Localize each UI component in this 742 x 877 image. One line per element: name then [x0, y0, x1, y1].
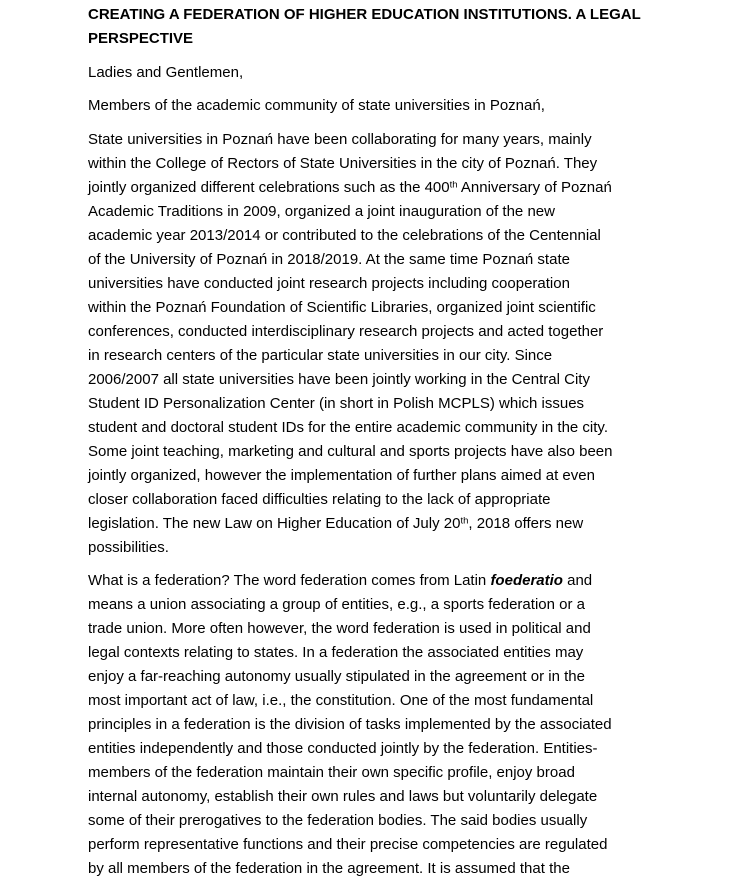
text-line — [88, 689, 688, 713]
text-line — [88, 857, 688, 877]
text-run: enjoy a far-reaching autonomy usually stipulated in the agreement or in the — [88, 668, 585, 685]
text-line — [88, 3, 688, 27]
text-line — [88, 176, 688, 200]
text-line — [88, 416, 688, 440]
text-run: Student ID Personalization Center (in short in Polish MCPLS) which issues — [88, 394, 585, 412]
text-line — [88, 488, 688, 512]
text-run: members of the federation maintain their own specific profile, enjoy broad — [88, 764, 575, 781]
paragraph-federation-definition — [88, 569, 688, 877]
text-line — [88, 368, 688, 392]
text-line — [88, 713, 688, 737]
text-line — [88, 809, 688, 833]
superscript-text-run: th — [460, 515, 469, 526]
text-line — [88, 27, 688, 51]
text-run: entities independently and those conducted jointly by the federation. Entities- — [88, 740, 598, 757]
text-line — [88, 464, 688, 488]
text-run: 2006/2007 all state universities have been jointly working in the Central City — [88, 370, 590, 388]
salutation — [88, 61, 688, 85]
text-line — [88, 320, 688, 344]
text-line — [88, 665, 688, 689]
text-line — [88, 617, 688, 641]
text-line — [88, 833, 688, 857]
text-line — [88, 593, 688, 617]
text-run: , 2018 offers new — [468, 514, 584, 532]
text-run: closer collaboration faced difficulties relating to the lack of appropriate — [88, 490, 551, 508]
text-run: conferences, conducted interdisciplinary research projects and acted together — [88, 322, 604, 340]
text-run: PERSPECTIVE — [88, 30, 194, 47]
text-run: principles in a federation is the division of tasks implemented by the associated — [88, 716, 612, 733]
text-line — [88, 224, 688, 248]
text-line — [88, 61, 688, 85]
text-run: internal autonomy, establish their own rules and laws but voluntarily delegate — [88, 788, 598, 805]
addressees — [88, 94, 688, 118]
text-run: most important act of law, i.e., the constitution. One of the most fundamental — [88, 692, 594, 709]
text-run: jointly organized different celebrations such as the 400 — [88, 178, 450, 196]
text-line — [88, 569, 688, 593]
text-run: What is a federation? The word federation comes from Latin — [88, 572, 491, 589]
text-run: and — [562, 572, 593, 589]
text-run: CREATING A FEDERATION OF HIGHER EDUCATION INSTITUTIONS. A LEGAL — [88, 6, 641, 23]
text-line — [88, 296, 688, 320]
text-run: jointly organized, however the implementation of further plans aimed at even — [88, 466, 595, 484]
document-title — [88, 3, 688, 51]
text-line — [88, 512, 688, 536]
text-line — [88, 737, 688, 761]
text-line — [88, 200, 688, 224]
text-run: foederatio — [490, 572, 563, 589]
text-run: legislation. The new Law on Higher Education of July 20 — [88, 514, 461, 532]
text-run: perform representative functions and their precise competencies are regulated — [88, 836, 608, 853]
text-run: Ladies and Gentlemen, — [88, 63, 244, 81]
text-run: legal contexts relating to states. In a federation the associated entities may — [88, 644, 584, 661]
text-line — [88, 785, 688, 809]
text-line — [88, 392, 688, 416]
text-run: student and doctoral student IDs for the entire academic community in the city. — [88, 418, 608, 436]
text-line — [88, 94, 688, 118]
text-line — [88, 761, 688, 785]
text-run: Academic Traditions in 2009, organized a joint inauguration of the new — [88, 202, 555, 220]
text-line — [88, 344, 688, 368]
text-run: universities have conducted joint research projects including cooperation — [88, 274, 570, 292]
text-line — [88, 152, 688, 176]
text-run: by all members of the federation in the agreement. It is assumed that the — [88, 860, 570, 877]
text-run: State universities in Poznań have been collaborating for many years, mainly — [88, 130, 592, 148]
text-run: in research centers of the particular state universities in our city. Since — [88, 346, 553, 364]
text-run: academic year 2013/2014 or contributed to the celebrations of the Centennial — [88, 226, 601, 244]
text-line — [88, 128, 688, 152]
text-line — [88, 536, 688, 560]
text-run: of the University of Poznań in 2018/2019. At the same time Poznań state — [88, 250, 570, 268]
text-run: within the College of Rectors of State Universities in the city of Poznań. They — [88, 154, 598, 172]
text-line — [88, 272, 688, 296]
text-line — [88, 248, 688, 272]
text-line — [88, 641, 688, 665]
text-run: some of their prerogatives to the federation bodies. The said bodies usually — [88, 812, 588, 829]
text-run: Anniversary of Poznań — [457, 178, 612, 196]
text-run: trade union. More often however, the word federation is used in political and — [88, 620, 591, 637]
paragraph-collaboration-history — [88, 128, 688, 560]
text-run: Members of the academic community of state universities in Poznań, — [88, 97, 545, 114]
text-run: means a union associating a group of entities, e.g., a sports federation or a — [88, 596, 585, 613]
text-run: possibilities. — [88, 538, 169, 556]
text-line — [88, 440, 688, 464]
text-run: within the Poznań Foundation of Scientific Libraries, organized joint scientific — [88, 298, 596, 316]
text-run: Some joint teaching, marketing and cultural and sports projects have also been — [88, 442, 613, 460]
document-body — [88, 3, 688, 877]
superscript-text-run: th — [449, 179, 458, 190]
